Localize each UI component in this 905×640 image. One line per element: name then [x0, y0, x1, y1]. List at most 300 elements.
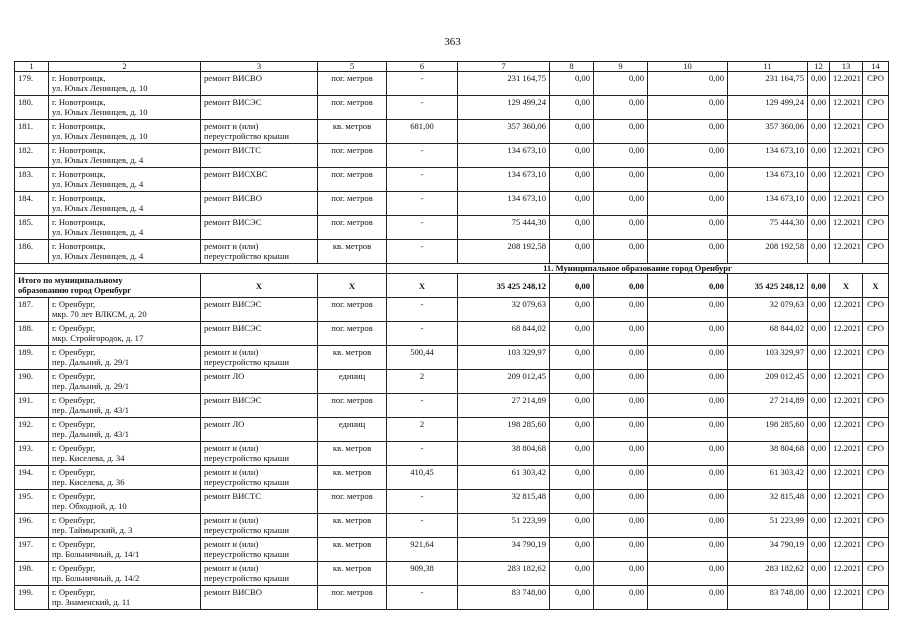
work-type-cell — [201, 192, 318, 216]
unit-cell: пог. метров — [318, 490, 387, 514]
method-cell: СРО — [863, 240, 889, 264]
fund-cell-10: 0,00 — [648, 442, 728, 466]
address-cell — [49, 514, 201, 538]
table-row — [15, 514, 889, 538]
row-number: 185. — [15, 216, 49, 240]
work-type-cell — [201, 538, 318, 562]
row-number: 195. — [15, 490, 49, 514]
table-row — [15, 346, 889, 370]
fund-cell-8: 0,00 — [550, 514, 594, 538]
work-type-cell — [201, 96, 318, 120]
unit-cell: кв. метров — [318, 466, 387, 490]
work-type-cell-line-1: ремонт ВИСТС — [204, 145, 262, 155]
fund-cell-10: 0,00 — [648, 346, 728, 370]
work-type-cell — [201, 514, 318, 538]
total-label — [15, 274, 201, 298]
fund-cell-12: 0,00 — [808, 514, 830, 538]
address-cell — [49, 466, 201, 490]
fund-cell-8: 0,00 — [550, 538, 594, 562]
fund-cell-8: 0,00 — [550, 72, 594, 96]
work-type-cell-line-1: ремонт ВИСЭС — [204, 323, 262, 333]
address-cell — [49, 394, 201, 418]
fund-cell-8: 0,00 — [550, 586, 594, 610]
work-type-cell — [201, 298, 318, 322]
work-type-cell-line-1: ремонт ВИСЭС — [204, 97, 262, 107]
address-cell-line-2: ул. Юных Ленинцев, д. 10 — [52, 107, 148, 117]
column-number-9: 9 — [594, 62, 648, 72]
owner-funds-cell: 231 164,75 — [728, 72, 808, 96]
work-type-cell — [201, 442, 318, 466]
work-type-cell-line-1: ремонт ВИСЭС — [204, 299, 262, 309]
method-cell: СРО — [863, 370, 889, 394]
column-number-6: 6 — [387, 62, 458, 72]
address-cell — [49, 586, 201, 610]
area-cell: - — [387, 442, 458, 466]
work-type-cell — [201, 370, 318, 394]
row-number: 191. — [15, 394, 49, 418]
table-row — [15, 466, 889, 490]
total-cost-cell: 68 844,02 — [458, 322, 550, 346]
deadline-cell: 12.2021 — [830, 538, 863, 562]
total-cost-cell: 32 815,48 — [458, 490, 550, 514]
method-cell: СРО — [863, 96, 889, 120]
unit-cell: кв. метров — [318, 538, 387, 562]
work-type-cell-line-1: ремонт ЛО — [204, 371, 245, 381]
owner-funds-cell: 27 214,89 — [728, 394, 808, 418]
fund-cell-8: 0,00 — [550, 168, 594, 192]
deadline-cell: 12.2021 — [830, 394, 863, 418]
deadline-cell: 12.2021 — [830, 120, 863, 144]
method-cell: СРО — [863, 514, 889, 538]
address-cell-line-1: г. Оренбург, — [52, 563, 96, 573]
row-number: 199. — [15, 586, 49, 610]
work-type-cell-line-2: переустройство крыши — [204, 573, 289, 583]
fund-cell-10: 0,00 — [648, 490, 728, 514]
work-type-cell — [201, 418, 318, 442]
address-cell — [49, 168, 201, 192]
fund-cell-9: 0,00 — [594, 322, 648, 346]
method-cell: СРО — [863, 394, 889, 418]
row-number: 193. — [15, 442, 49, 466]
total-cell-9: 0,00 — [594, 274, 648, 298]
method-cell: СРО — [863, 192, 889, 216]
total-cost-cell: 129 499,24 — [458, 96, 550, 120]
owner-funds-cell: 83 748,00 — [728, 586, 808, 610]
address-cell-line-1: г. Оренбург, — [52, 539, 96, 549]
total-cost-cell: 134 673,10 — [458, 144, 550, 168]
address-cell — [49, 72, 201, 96]
work-type-cell-line-2: переустройство крыши — [204, 357, 289, 367]
fund-cell-8: 0,00 — [550, 418, 594, 442]
row-number: 198. — [15, 562, 49, 586]
section-spacer — [15, 264, 387, 274]
fund-cell-10: 0,00 — [648, 418, 728, 442]
method-cell: СРО — [863, 168, 889, 192]
table-row — [15, 240, 889, 264]
owner-funds-cell: 283 182,62 — [728, 562, 808, 586]
work-type-cell-line-1: ремонт ВИСВО — [204, 73, 262, 83]
area-cell: 681,00 — [387, 120, 458, 144]
area-cell: - — [387, 514, 458, 538]
deadline-cell: 12.2021 — [830, 514, 863, 538]
row-number: 184. — [15, 192, 49, 216]
address-cell-line-2: пер. Дальний, д. 43/1 — [52, 429, 130, 439]
total-cost-cell: 134 673,10 — [458, 168, 550, 192]
work-type-cell — [201, 586, 318, 610]
fund-cell-8: 0,00 — [550, 322, 594, 346]
column-number-12: 12 — [808, 62, 830, 72]
table-row — [15, 298, 889, 322]
fund-cell-9: 0,00 — [594, 96, 648, 120]
address-cell-line-1: г. Оренбург, — [52, 467, 96, 477]
table-row — [15, 144, 889, 168]
fund-cell-12: 0,00 — [808, 322, 830, 346]
work-type-cell — [201, 144, 318, 168]
fund-cell-9: 0,00 — [594, 442, 648, 466]
area-cell: 921,64 — [387, 538, 458, 562]
unit-cell: кв. метров — [318, 514, 387, 538]
deadline-cell: 12.2021 — [830, 562, 863, 586]
repair-registry-table — [14, 61, 889, 610]
address-cell-line-1: г. Новотроицк, — [52, 241, 106, 251]
work-type-cell — [201, 346, 318, 370]
owner-funds-cell: 129 499,24 — [728, 96, 808, 120]
method-cell: СРО — [863, 562, 889, 586]
table-row — [15, 192, 889, 216]
deadline-cell: 12.2021 — [830, 442, 863, 466]
fund-cell-10: 0,00 — [648, 72, 728, 96]
fund-cell-8: 0,00 — [550, 466, 594, 490]
owner-funds-cell: 32 815,48 — [728, 490, 808, 514]
owner-funds-cell: 134 673,10 — [728, 168, 808, 192]
address-cell-line-1: г. Оренбург, — [52, 419, 96, 429]
fund-cell-12: 0,00 — [808, 490, 830, 514]
address-cell — [49, 96, 201, 120]
fund-cell-10: 0,00 — [648, 240, 728, 264]
owner-funds-cell: 32 079,63 — [728, 298, 808, 322]
column-number-1: 1 — [15, 62, 49, 72]
fund-cell-12: 0,00 — [808, 216, 830, 240]
fund-cell-12: 0,00 — [808, 346, 830, 370]
fund-cell-8: 0,00 — [550, 144, 594, 168]
owner-funds-cell: 68 844,02 — [728, 322, 808, 346]
fund-cell-9: 0,00 — [594, 298, 648, 322]
address-cell-line-2: пер. Дальний, д. 29/1 — [52, 357, 130, 367]
fund-cell-10: 0,00 — [648, 192, 728, 216]
address-cell-line-1: г. Новотроицк, — [52, 193, 106, 203]
owner-funds-cell: 357 360,06 — [728, 120, 808, 144]
column-number-2: 2 — [49, 62, 201, 72]
table-row — [15, 394, 889, 418]
fund-cell-12: 0,00 — [808, 298, 830, 322]
total-cell-8: 0,00 — [550, 274, 594, 298]
address-cell-line-2: ул. Юных Ленинцев, д. 10 — [52, 83, 148, 93]
work-type-cell — [201, 216, 318, 240]
section-header-row — [15, 264, 889, 274]
fund-cell-8: 0,00 — [550, 370, 594, 394]
unit-cell: единиц — [318, 370, 387, 394]
fund-cell-9: 0,00 — [594, 394, 648, 418]
fund-cell-10: 0,00 — [648, 96, 728, 120]
unit-cell: кв. метров — [318, 442, 387, 466]
deadline-cell: 12.2021 — [830, 322, 863, 346]
unit-cell: кв. метров — [318, 120, 387, 144]
column-number-13: 13 — [830, 62, 863, 72]
area-cell: 500,44 — [387, 346, 458, 370]
method-cell: СРО — [863, 538, 889, 562]
deadline-cell: 12.2021 — [830, 298, 863, 322]
work-type-cell — [201, 562, 318, 586]
total-cost-cell: 134 673,10 — [458, 192, 550, 216]
address-cell-line-2: пер. Таймырский, д. 3 — [52, 525, 133, 535]
row-number: 180. — [15, 96, 49, 120]
row-number: 183. — [15, 168, 49, 192]
address-cell — [49, 490, 201, 514]
fund-cell-10: 0,00 — [648, 120, 728, 144]
area-cell: - — [387, 298, 458, 322]
fund-cell-8: 0,00 — [550, 394, 594, 418]
fund-cell-10: 0,00 — [648, 298, 728, 322]
unit-cell: единиц — [318, 418, 387, 442]
address-cell-line-2: пр. Больничный, д. 14/2 — [52, 573, 140, 583]
row-number: 194. — [15, 466, 49, 490]
owner-funds-cell: 61 303,42 — [728, 466, 808, 490]
fund-cell-9: 0,00 — [594, 586, 648, 610]
row-number: 196. — [15, 514, 49, 538]
address-cell — [49, 144, 201, 168]
table-row — [15, 490, 889, 514]
address-cell-line-1: г. Новотроицк, — [52, 217, 106, 227]
fund-cell-9: 0,00 — [594, 120, 648, 144]
row-number: 188. — [15, 322, 49, 346]
work-type-cell-line-1: ремонт и (или) — [204, 121, 259, 131]
total-cost-cell: 83 748,00 — [458, 586, 550, 610]
address-cell-line-1: г. Оренбург, — [52, 491, 96, 501]
work-type-cell-line-2: переустройство крыши — [204, 525, 289, 535]
address-cell-line-2: пер. Дальний, д. 43/1 — [52, 405, 130, 415]
deadline-cell: 12.2021 — [830, 418, 863, 442]
table-row — [15, 168, 889, 192]
row-number: 181. — [15, 120, 49, 144]
fund-cell-12: 0,00 — [808, 96, 830, 120]
address-cell — [49, 298, 201, 322]
fund-cell-10: 0,00 — [648, 514, 728, 538]
address-cell — [49, 192, 201, 216]
fund-cell-8: 0,00 — [550, 216, 594, 240]
method-cell: СРО — [863, 144, 889, 168]
work-type-cell — [201, 72, 318, 96]
column-number-11: 11 — [728, 62, 808, 72]
unit-cell: пог. метров — [318, 72, 387, 96]
row-number: 190. — [15, 370, 49, 394]
fund-cell-9: 0,00 — [594, 192, 648, 216]
unit-cell: пог. метров — [318, 192, 387, 216]
unit-cell: пог. метров — [318, 298, 387, 322]
work-type-cell-line-2: переустройство крыши — [204, 549, 289, 559]
area-cell: - — [387, 394, 458, 418]
area-cell: - — [387, 144, 458, 168]
work-type-cell-line-1: ремонт ВИСЭС — [204, 217, 262, 227]
address-cell-line-1: г. Новотроицк, — [52, 145, 106, 155]
fund-cell-8: 0,00 — [550, 562, 594, 586]
area-cell: - — [387, 586, 458, 610]
address-cell — [49, 442, 201, 466]
area-cell: - — [387, 240, 458, 264]
total-cell-5: X — [318, 274, 387, 298]
address-cell-line-1: г. Оренбург, — [52, 395, 96, 405]
total-cell-3: X — [201, 274, 318, 298]
total-row — [15, 274, 889, 298]
fund-cell-10: 0,00 — [648, 562, 728, 586]
address-cell-line-2: мкр. Стройгородок, д. 17 — [52, 333, 144, 343]
total-cost-cell: 208 192,58 — [458, 240, 550, 264]
total-cost-cell: 231 164,75 — [458, 72, 550, 96]
fund-cell-10: 0,00 — [648, 586, 728, 610]
total-cost-cell: 103 329,97 — [458, 346, 550, 370]
table-row — [15, 562, 889, 586]
deadline-cell: 12.2021 — [830, 216, 863, 240]
total-cell-12: 0,00 — [808, 274, 830, 298]
address-cell-line-1: г. Оренбург, — [52, 515, 96, 525]
unit-cell: кв. метров — [318, 240, 387, 264]
address-cell — [49, 216, 201, 240]
total-owner-funds-sum: 35 425 248,12 — [728, 274, 808, 298]
work-type-cell-line-1: ремонт ЛО — [204, 419, 245, 429]
area-cell: - — [387, 192, 458, 216]
address-cell-line-2: пер. Киселева, д. 34 — [52, 453, 125, 463]
work-type-cell-line-1: ремонт и (или) — [204, 515, 259, 525]
total-cost-cell: 209 012,45 — [458, 370, 550, 394]
fund-cell-10: 0,00 — [648, 370, 728, 394]
address-cell-line-2: пер. Обходной, д. 10 — [52, 501, 127, 511]
deadline-cell: 12.2021 — [830, 466, 863, 490]
address-cell-line-2: ул. Юных Ленинцев, д. 4 — [52, 179, 144, 189]
fund-cell-9: 0,00 — [594, 514, 648, 538]
fund-cell-9: 0,00 — [594, 370, 648, 394]
address-cell-line-1: г. Новотроицк, — [52, 121, 106, 131]
address-cell-line-2: ул. Юных Ленинцев, д. 4 — [52, 203, 144, 213]
unit-cell: пог. метров — [318, 586, 387, 610]
method-cell: СРО — [863, 466, 889, 490]
work-type-cell — [201, 490, 318, 514]
owner-funds-cell: 198 285,60 — [728, 418, 808, 442]
total-cost-cell: 34 790,19 — [458, 538, 550, 562]
column-number-row — [15, 62, 889, 72]
total-cost-cell: 75 444,30 — [458, 216, 550, 240]
owner-funds-cell: 134 673,10 — [728, 144, 808, 168]
address-cell-line-2: пер. Дальний, д. 29/1 — [52, 381, 130, 391]
area-cell: - — [387, 96, 458, 120]
work-type-cell-line-1: ремонт ВИСВО — [204, 587, 262, 597]
work-type-cell — [201, 466, 318, 490]
work-type-cell-line-2: переустройство крыши — [204, 453, 289, 463]
row-number: 192. — [15, 418, 49, 442]
total-cell-10: 0,00 — [648, 274, 728, 298]
fund-cell-9: 0,00 — [594, 72, 648, 96]
address-cell — [49, 346, 201, 370]
fund-cell-9: 0,00 — [594, 466, 648, 490]
address-cell-line-1: г. Оренбург, — [52, 347, 96, 357]
deadline-cell: 12.2021 — [830, 240, 863, 264]
address-cell — [49, 538, 201, 562]
address-cell — [49, 370, 201, 394]
work-type-cell-line-1: ремонт ВИСХВС — [204, 169, 268, 179]
area-cell: - — [387, 168, 458, 192]
address-cell-line-2: ул. Юных Ленинцев, д. 4 — [52, 251, 144, 261]
address-cell-line-1: г. Оренбург, — [52, 299, 96, 309]
method-cell: СРО — [863, 216, 889, 240]
fund-cell-8: 0,00 — [550, 298, 594, 322]
total-cell-14: X — [863, 274, 889, 298]
fund-cell-9: 0,00 — [594, 216, 648, 240]
deadline-cell: 12.2021 — [830, 192, 863, 216]
fund-cell-12: 0,00 — [808, 120, 830, 144]
section-title: 11. Муниципальное образование город Оренбург — [387, 264, 889, 274]
fund-cell-10: 0,00 — [648, 168, 728, 192]
area-cell: - — [387, 490, 458, 514]
fund-cell-10: 0,00 — [648, 394, 728, 418]
table-row — [15, 418, 889, 442]
column-number-7: 7 — [458, 62, 550, 72]
deadline-cell: 12.2021 — [830, 144, 863, 168]
total-cost-cell: 38 804,68 — [458, 442, 550, 466]
deadline-cell: 12.2021 — [830, 586, 863, 610]
table-row — [15, 96, 889, 120]
work-type-cell — [201, 120, 318, 144]
table-row — [15, 120, 889, 144]
address-cell-line-2: ул. Юных Ленинцев, д. 4 — [52, 227, 144, 237]
address-cell-line-2: пр. Больничный, д. 14/1 — [52, 549, 140, 559]
fund-cell-9: 0,00 — [594, 418, 648, 442]
deadline-cell: 12.2021 — [830, 96, 863, 120]
fund-cell-8: 0,00 — [550, 192, 594, 216]
fund-cell-12: 0,00 — [808, 394, 830, 418]
fund-cell-12: 0,00 — [808, 370, 830, 394]
table-row — [15, 538, 889, 562]
total-cost-sum: 35 425 248,12 — [458, 274, 550, 298]
address-cell-line-2: мкр. 70 лет ВЛКСМ, д. 20 — [52, 309, 147, 319]
owner-funds-cell: 103 329,97 — [728, 346, 808, 370]
fund-cell-10: 0,00 — [648, 216, 728, 240]
fund-cell-8: 0,00 — [550, 490, 594, 514]
area-cell: 2 — [387, 370, 458, 394]
owner-funds-cell: 208 192,58 — [728, 240, 808, 264]
work-type-cell-line-1: ремонт и (или) — [204, 241, 259, 251]
row-number: 189. — [15, 346, 49, 370]
owner-funds-cell: 134 673,10 — [728, 192, 808, 216]
address-cell-line-2: ул. Юных Ленинцев, д. 10 — [52, 131, 148, 141]
table-row — [15, 322, 889, 346]
area-cell: 909,38 — [387, 562, 458, 586]
address-cell — [49, 240, 201, 264]
unit-cell: пог. метров — [318, 144, 387, 168]
fund-cell-9: 0,00 — [594, 562, 648, 586]
area-cell: - — [387, 216, 458, 240]
owner-funds-cell: 38 804,68 — [728, 442, 808, 466]
fund-cell-12: 0,00 — [808, 538, 830, 562]
work-type-cell-line-1: ремонт и (или) — [204, 347, 259, 357]
address-cell-line-2: пр. Знаменский, д. 11 — [52, 597, 131, 607]
area-cell: - — [387, 322, 458, 346]
fund-cell-12: 0,00 — [808, 72, 830, 96]
unit-cell: кв. метров — [318, 346, 387, 370]
work-type-cell — [201, 240, 318, 264]
area-cell: - — [387, 72, 458, 96]
fund-cell-9: 0,00 — [594, 240, 648, 264]
method-cell: СРО — [863, 346, 889, 370]
table-row — [15, 216, 889, 240]
deadline-cell: 12.2021 — [830, 346, 863, 370]
